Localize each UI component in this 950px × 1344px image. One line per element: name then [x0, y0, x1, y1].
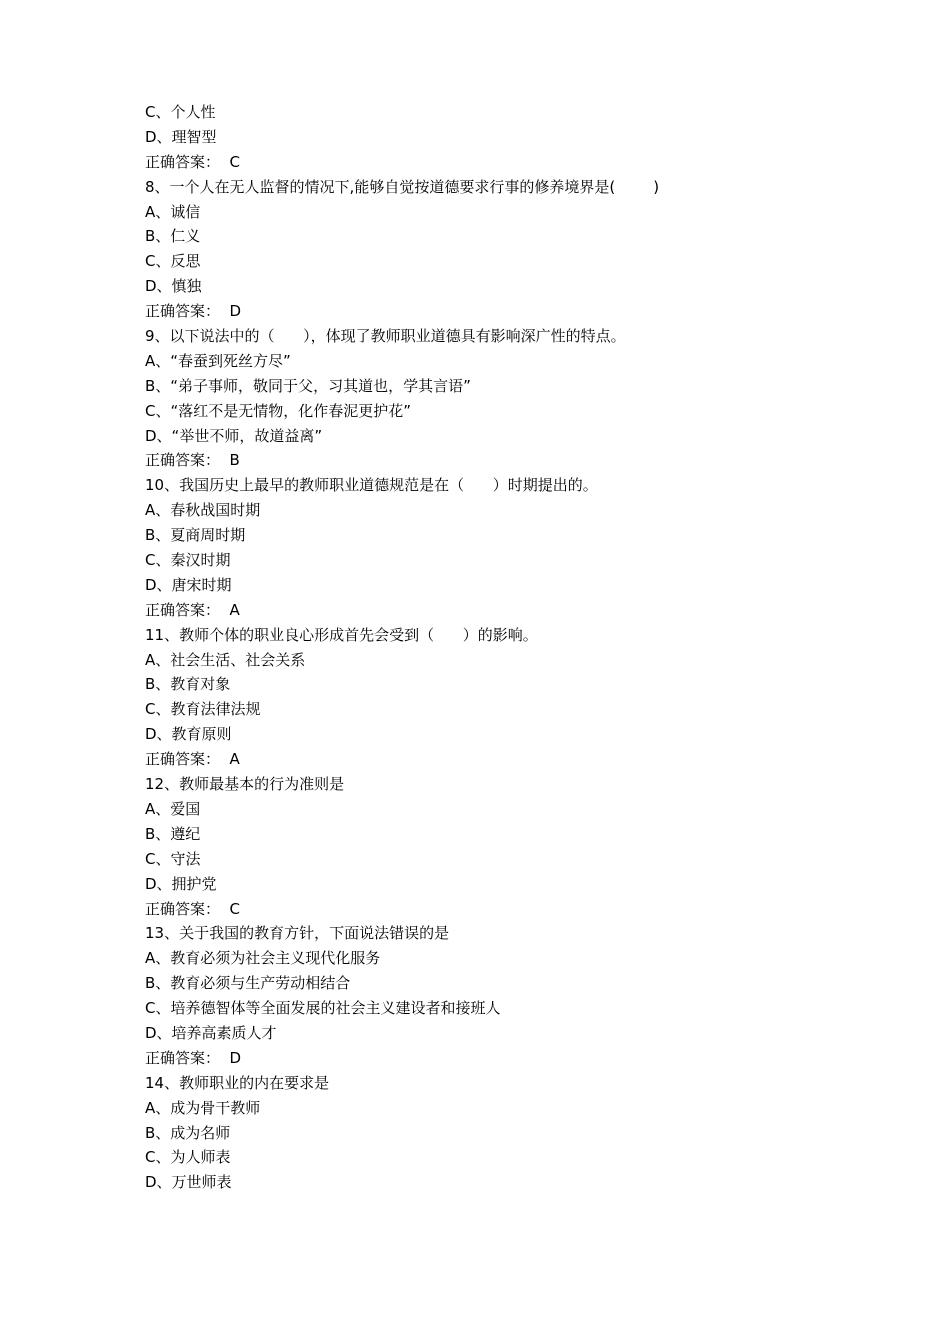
option-d: D、万世师表 [145, 1173, 232, 1192]
option-c: C、个人性 [145, 103, 216, 121]
option-c: C、守法 [145, 849, 201, 868]
option-d: D、唐宋时期 [145, 575, 232, 594]
option-d: D、拥护党 [145, 874, 217, 893]
answer-line: 正确答案： A [145, 750, 240, 769]
answer-line: 正确答案： D [145, 302, 242, 321]
option-c: C、培养德智体等全面发展的社会主义建设者和接班人 [145, 999, 501, 1018]
option-c: C、为人师表 [145, 1148, 231, 1167]
option-c: C、教育法律法规 [145, 700, 261, 719]
question-text: 11、教师个体的职业良心形成首先会受到（ ）的影响。 [145, 625, 538, 644]
option-a: A、成为骨干教师 [145, 1098, 261, 1117]
option-a: A、教育必须为社会主义现代化服务 [145, 949, 381, 968]
option-a: A、诚信 [145, 202, 201, 221]
option-c: C、反思 [145, 252, 201, 271]
question-text: 13、关于我国的教育方针，下面说法错误的是 [145, 924, 450, 943]
question-text: 8、一个人在无人监督的情况下,能够自觉按道德要求行事的修养境界是( ) [145, 177, 660, 196]
option-b: B、教育必须与生产劳动相结合 [145, 974, 351, 993]
option-a: A、春秋战国时期 [145, 501, 261, 520]
option-d: D、培养高素质人才 [145, 1023, 277, 1042]
option-c: C、“落红不是无情物，化作春泥更护花” [145, 401, 412, 420]
question-text: 9、以下说法中的（ ），体现了教师职业道德具有影响深广性的特点。 [145, 327, 626, 346]
option-a: A、社会生活、社会关系 [145, 650, 306, 669]
answer-line: 正确答案： C [145, 152, 241, 171]
question-text: 14、教师职业的内在要求是 [145, 1073, 330, 1092]
option-d: D、理智型 [145, 127, 217, 146]
option-d: D、慎独 [145, 277, 202, 296]
answer-line: 正确答案： A [145, 600, 240, 619]
option-a: A、爱国 [145, 799, 201, 818]
option-b: B、仁义 [145, 227, 201, 246]
option-b: B、夏商周时期 [145, 526, 246, 545]
option-b: B、“弟子事师，敬同于父，习其道也，学其言语” [145, 376, 471, 395]
option-b: B、教育对象 [145, 675, 231, 694]
option-b: B、遵纪 [145, 824, 201, 843]
option-d: D、教育原则 [145, 725, 232, 744]
option-c: C、秦汉时期 [145, 551, 231, 570]
option-a: A、“春蚕到死丝方尽” [145, 351, 291, 370]
option-d: D、“举世不师，故道益离” [145, 426, 323, 445]
answer-line: 正确答案： C [145, 899, 241, 918]
option-b: B、成为名师 [145, 1123, 231, 1142]
answer-line: 正确答案： B [145, 451, 240, 470]
question-text: 10、我国历史上最早的教师职业道德规范是在（ ）时期提出的。 [145, 476, 598, 495]
question-list [145, 100, 865, 1195]
question-text: 12、教师最基本的行为准则是 [145, 775, 345, 794]
answer-line: 正确答案： D [145, 1048, 242, 1067]
